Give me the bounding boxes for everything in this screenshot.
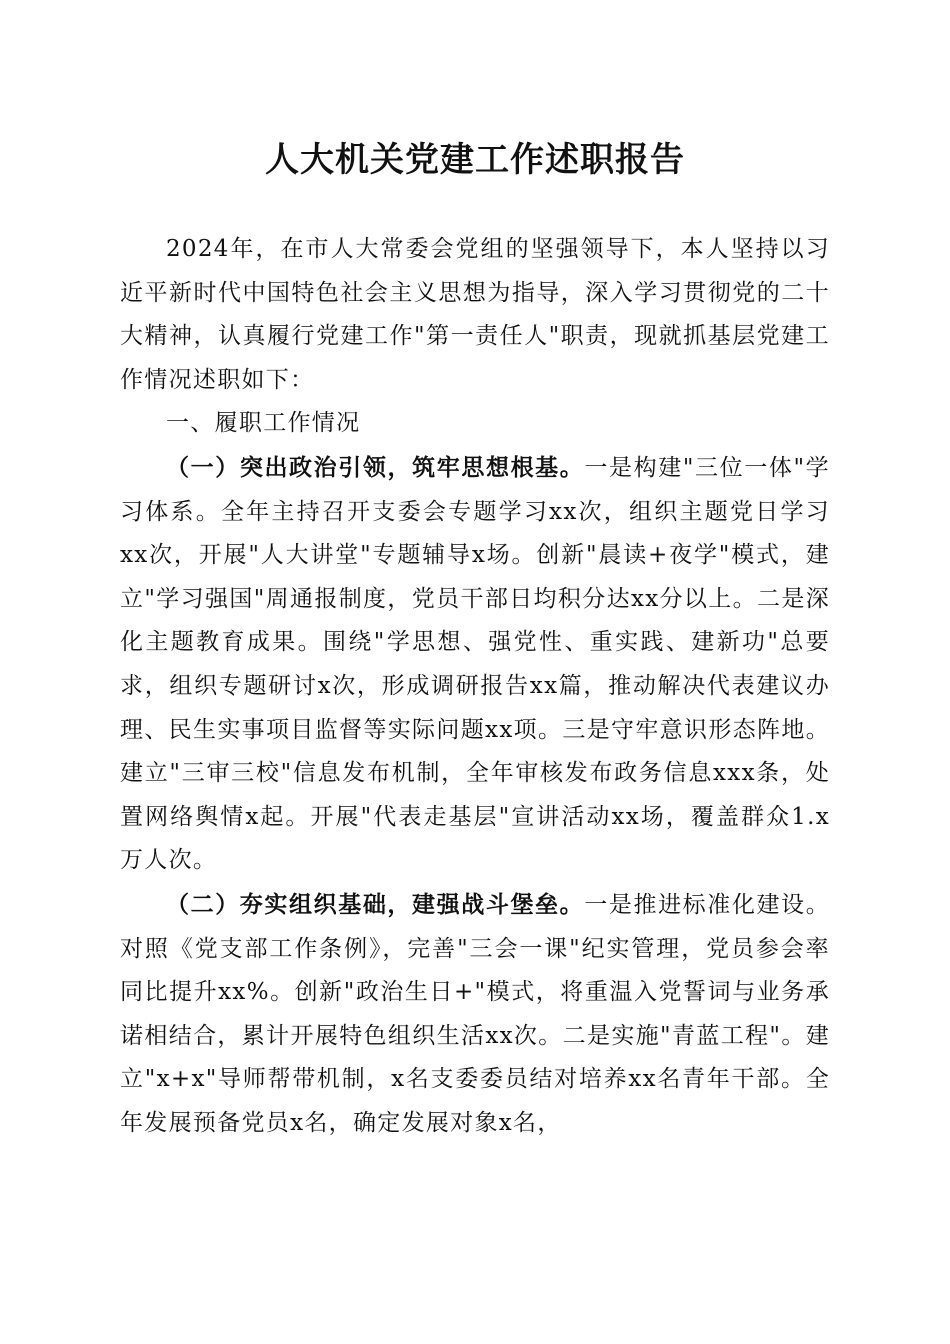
paragraph-lead: （一）突出政治引领，筑牢思想根基。 xyxy=(166,453,585,481)
paragraph-lead: （二）夯实组织基础，建强战斗堡垒。 xyxy=(166,890,585,918)
document-title: 人大机关党建工作述职报告 xyxy=(265,140,685,180)
section-heading: 一、履职工作情况 xyxy=(166,410,361,437)
paragraph-organization-foundation xyxy=(120,883,830,1146)
paragraph-political-guidance xyxy=(120,446,830,883)
document-body xyxy=(120,228,830,1145)
paragraph-text: 一是推进标准化建设。对照《党支部工作条例》，完善"三会一课"纪实管理，党员参会率同比提升xx%。创新"政治生日+"模式，将重温入党誓词与业务承诺相结合，累计开展特色组织生活xx次。二是实施"青蓝工程"。建立"x+x"导师帮带机制，x名支委委员结对培养xx名青年干部。全年发展预备党员x名，确定发展对象x名， xyxy=(120,891,830,1136)
paragraph-text: 一是构建"三位一体"学习体系。全年主持召开支委会专题学习xx次，组织主题党日学习xx次，开展"人大讲堂"专题辅导x场。创新"晨读+夜学"模式，建立"学习强国"周通报制度，党员干部日均积分达xx分以上。二是深化主题教育成果。围绕"学思想、强党性、重实践、建新功"总要求，组织专题研讨x次，形成调研报告xx篇，推动解决代表建议办理、民生实事项目监督等实际问题xx项。三是守牢意识形态阵地。建立"三审三校"信息发布机制，全年审核发布政务信息xxx条，处置网络舆情x起。开展"代表走基层"宣讲活动xx场，覆盖群众1.x万人次。 xyxy=(120,454,830,874)
intro-paragraph: 2024年，在市人大常委会党组的坚强领导下，本人坚持以习近平新时代中国特色社会主义思想为指导，深入学习贯彻党的二十大精神，认真履行党建工作"第一责任人"职责，现就抓基层党建工作情况述职如下： xyxy=(120,236,830,393)
